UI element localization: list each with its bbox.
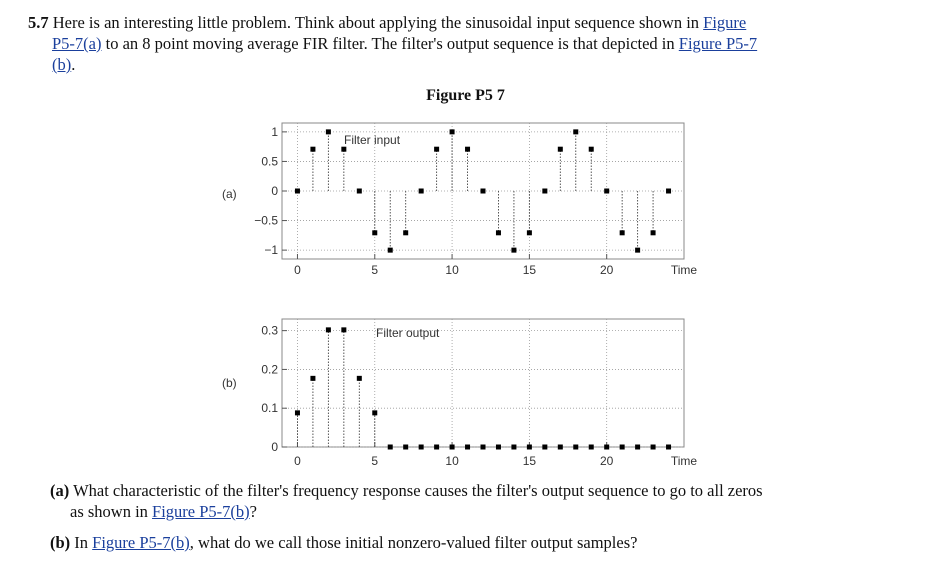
x-axis-label: Time — [670, 263, 698, 277]
data-point — [496, 230, 501, 235]
x-tick-label: 10 — [445, 454, 459, 468]
panel-label: (b) — [222, 376, 237, 390]
data-point — [295, 189, 300, 194]
plot-panel-b — [222, 319, 697, 468]
data-point — [419, 445, 424, 450]
question-b-text-2: , what do we call those initial nonzero-valued filter output samples? — [189, 533, 638, 552]
data-point — [558, 147, 563, 152]
question-b-text-1: In — [74, 533, 89, 552]
data-point — [465, 147, 470, 152]
data-point — [326, 129, 331, 134]
question-a — [50, 480, 910, 522]
figure-a-link-part1[interactable]: Figure — [703, 13, 747, 32]
x-tick-label: 15 — [522, 263, 537, 277]
data-point — [620, 230, 625, 235]
data-point — [357, 376, 362, 381]
data-point — [527, 445, 532, 450]
y-tick-label: 1 — [271, 124, 278, 139]
data-point — [326, 327, 331, 332]
y-tick-label: 0.3 — [261, 323, 278, 338]
data-point — [341, 327, 346, 332]
data-point — [542, 445, 547, 450]
data-point — [310, 376, 315, 381]
data-point — [573, 129, 578, 134]
data-point — [341, 147, 346, 152]
y-tick-label: −1 — [264, 243, 278, 258]
x-axis-label: Time — [670, 454, 698, 468]
question-a-text-1: What characteristic of the filter's frequency response causes the filter's output sequence to go to all zeros — [73, 481, 763, 500]
data-point — [511, 445, 516, 450]
question-b-figure-link[interactable]: Figure P5-7(b) — [92, 533, 190, 552]
question-a-end: ? — [249, 502, 257, 521]
x-tick-label: 0 — [294, 263, 301, 277]
data-point — [604, 189, 609, 194]
data-point — [403, 230, 408, 235]
x-tick-label: 5 — [371, 263, 379, 277]
data-point — [388, 445, 393, 450]
data-point — [388, 248, 393, 253]
x-tick-label: 5 — [371, 454, 379, 468]
question-a-label: (a) — [50, 481, 70, 500]
data-point — [481, 189, 486, 194]
figure-a-link-part2[interactable]: P5-7(a) — [52, 34, 102, 53]
x-tick-label: 20 — [600, 454, 614, 468]
data-point — [450, 445, 455, 450]
x-tick-label: 20 — [600, 263, 614, 277]
data-point — [542, 189, 547, 194]
problem-middle: to an 8 point moving average FIR filter. The filter's output sequence is that depicted in — [105, 34, 675, 53]
data-point — [635, 445, 640, 450]
data-point — [357, 189, 362, 194]
y-tick-label: 0.2 — [261, 362, 278, 377]
series-annotation: Filter input — [344, 133, 401, 147]
data-point — [295, 410, 300, 415]
panel-label: (a) — [222, 187, 237, 201]
x-tick-label: 10 — [445, 263, 459, 277]
data-point — [651, 230, 656, 235]
series-annotation: Filter output — [376, 326, 440, 340]
data-point — [372, 410, 377, 415]
data-point — [496, 445, 501, 450]
data-point — [511, 248, 516, 253]
data-point — [635, 248, 640, 253]
data-point — [666, 189, 671, 194]
data-point — [527, 230, 532, 235]
data-point — [372, 230, 377, 235]
data-point — [573, 445, 578, 450]
plot-frame — [282, 319, 684, 447]
data-point — [666, 445, 671, 450]
question-b — [50, 532, 910, 553]
question-a-figure-link[interactable]: Figure P5-7(b) — [152, 502, 250, 521]
problem-end: . — [71, 55, 76, 74]
y-tick-label: 0.1 — [261, 401, 278, 416]
figure-b-link-part1[interactable]: Figure P5-7 — [678, 34, 758, 53]
data-point — [651, 445, 656, 450]
problem-intro: Here is an interesting little problem. Think about applying the sinusoidal input sequence shown in — [52, 13, 700, 32]
data-point — [465, 445, 470, 450]
question-a-text-2: as shown in — [70, 502, 148, 521]
data-point — [589, 147, 594, 152]
data-point — [558, 445, 563, 450]
figure-b-link-part2[interactable]: (b) — [52, 55, 72, 74]
data-point — [403, 445, 408, 450]
figure-title: Figure P5 7 — [426, 87, 505, 104]
x-tick-label: 0 — [294, 454, 301, 468]
data-point — [481, 445, 486, 450]
problem-number: 5.7 — [28, 13, 49, 32]
y-tick-label: 0 — [271, 184, 278, 198]
data-point — [310, 147, 315, 152]
data-point — [589, 445, 594, 450]
y-tick-label: 0 — [271, 440, 278, 454]
data-point — [419, 189, 424, 194]
data-point — [434, 147, 439, 152]
data-point — [620, 445, 625, 450]
data-point — [604, 445, 609, 450]
data-point — [434, 445, 439, 450]
y-tick-label: 0.5 — [261, 154, 278, 169]
question-b-label: (b) — [50, 533, 71, 552]
y-tick-label: −0.5 — [254, 213, 278, 228]
x-tick-label: 15 — [522, 454, 537, 468]
plot-panel-a — [222, 123, 697, 277]
data-point — [450, 129, 455, 134]
